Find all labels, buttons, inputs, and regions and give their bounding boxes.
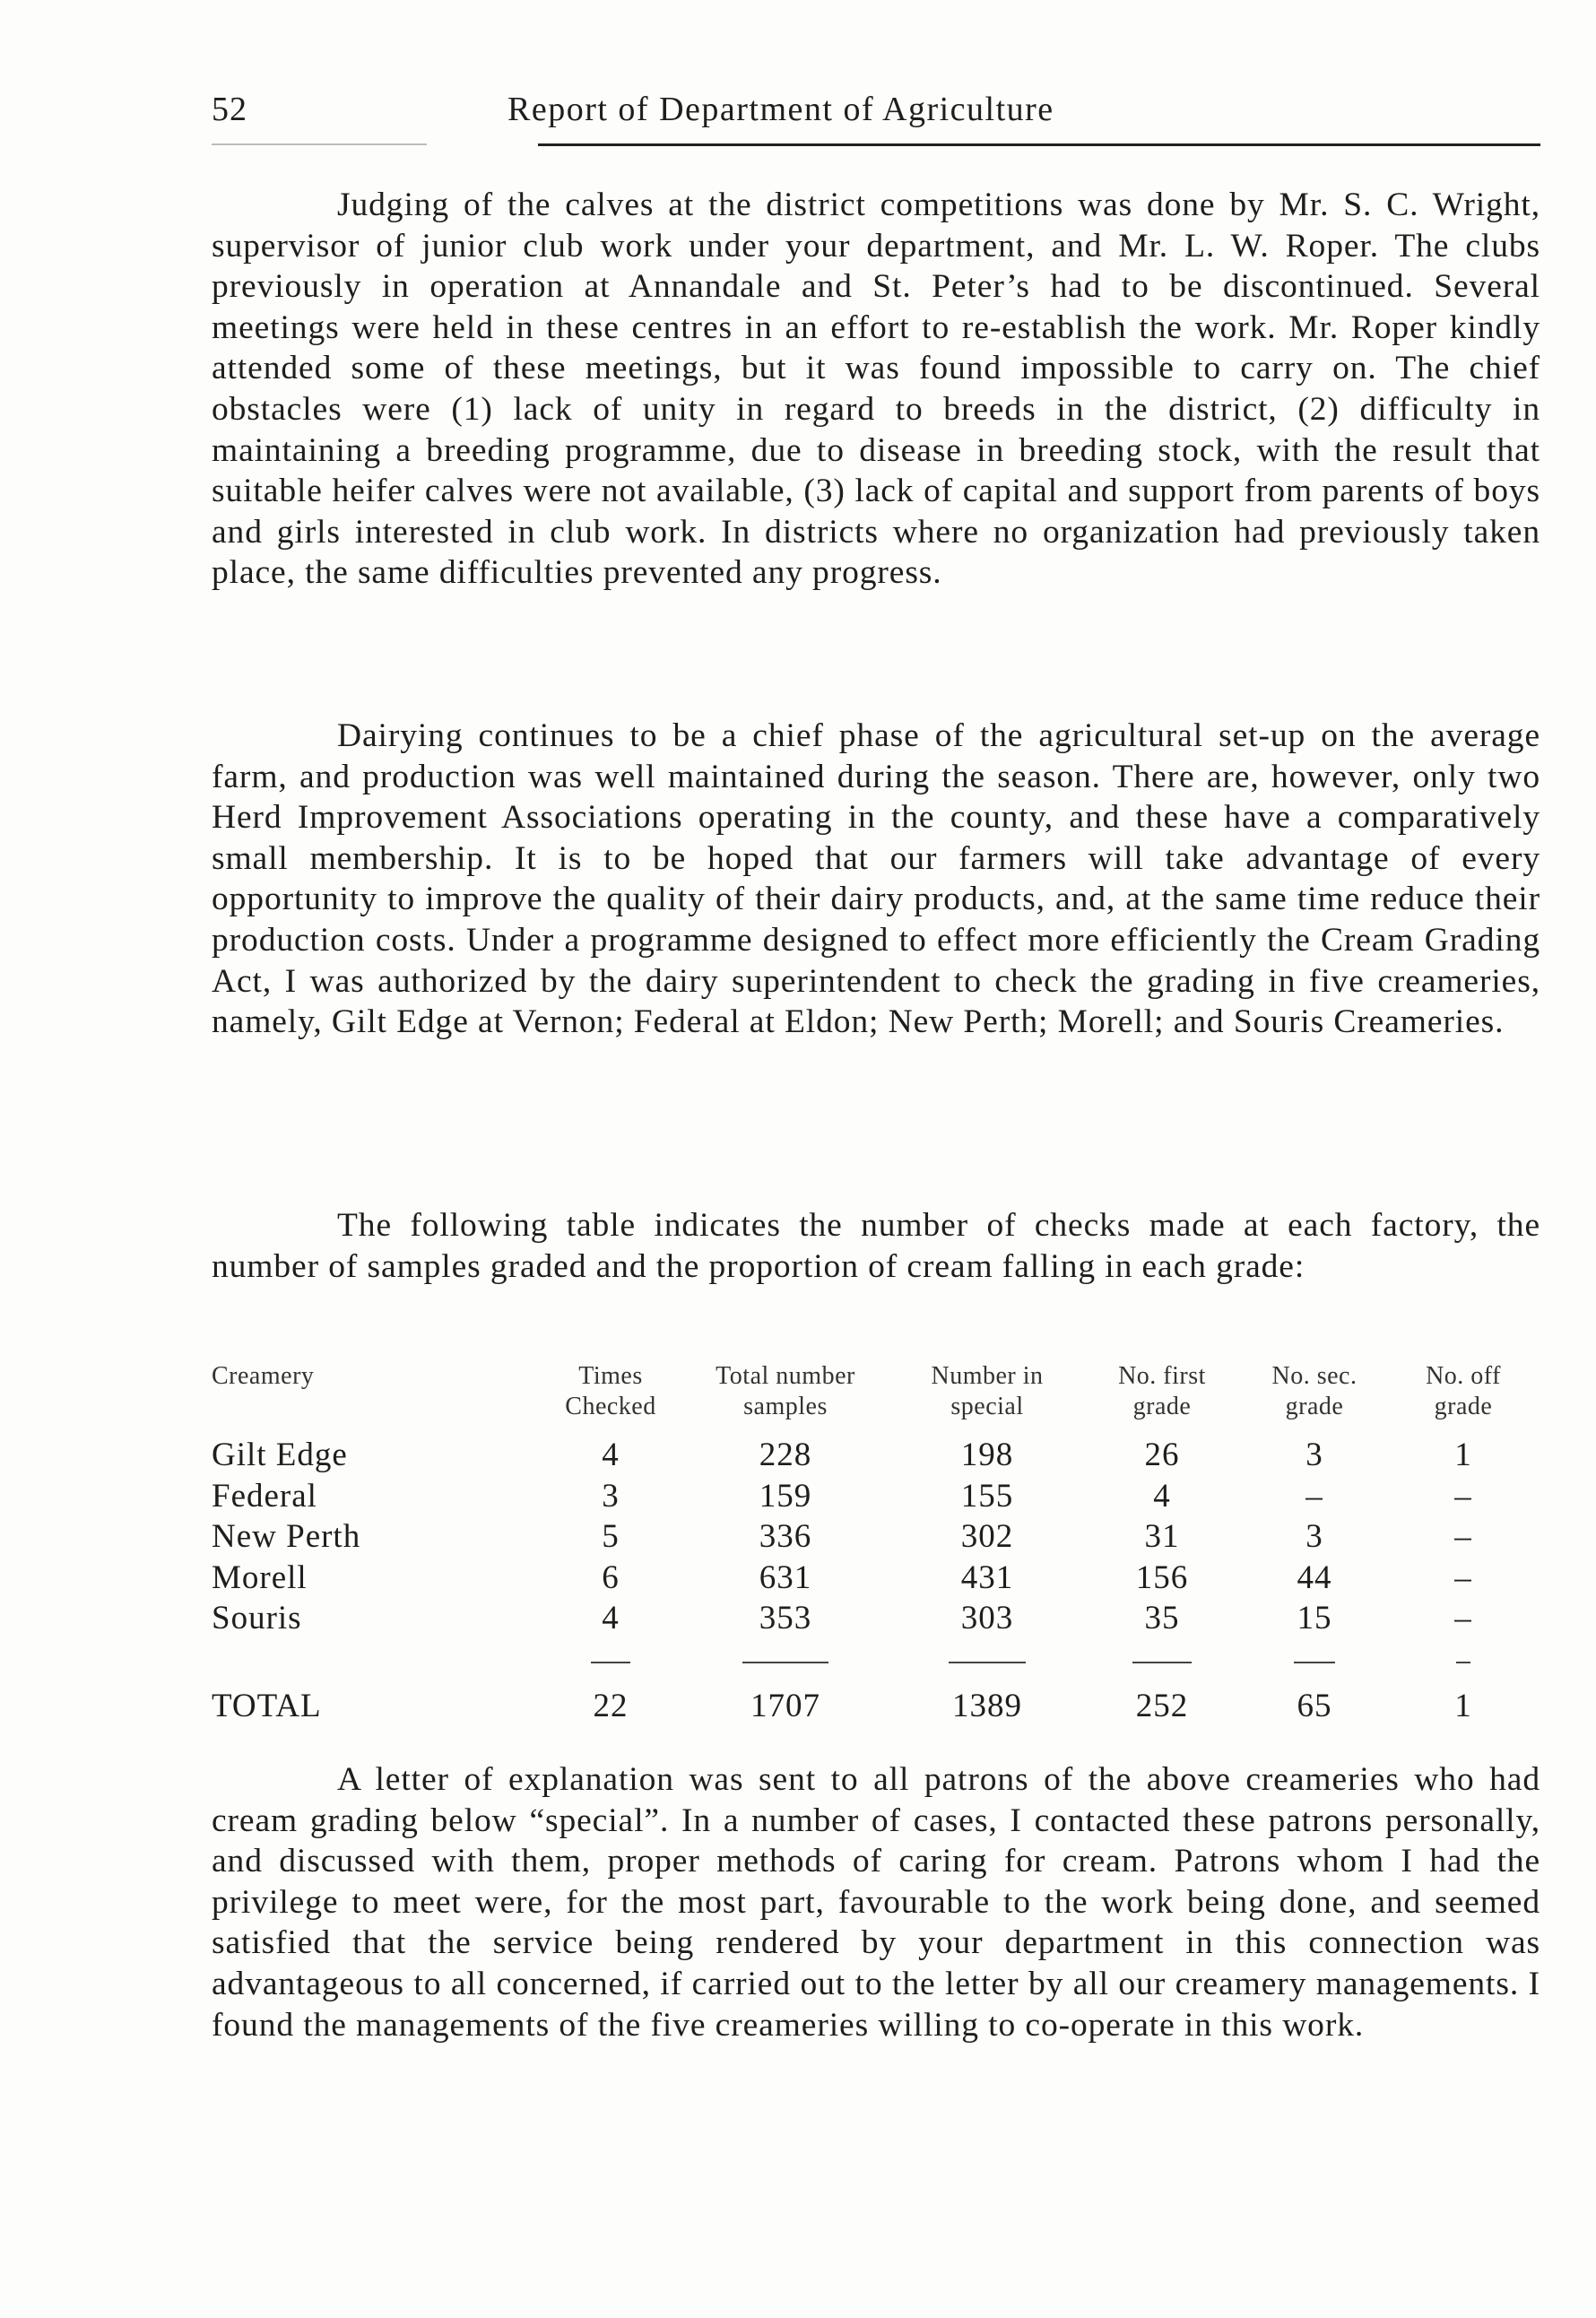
total-special: 1389 — [952, 1687, 1022, 1724]
creamery-table-wrapper — [212, 1361, 1540, 1726]
times-checked: 4 — [602, 1437, 620, 1473]
sum-rule — [1456, 1662, 1470, 1663]
first-grade: 35 — [1144, 1600, 1180, 1636]
table-row — [212, 1558, 1540, 1599]
paragraph-table-intro: The following table indicates the number of checks made at each factory, the number of samples graded and the proportion of cream falling in each grade: — [212, 1207, 1540, 1285]
column-header-number-special: Number in special — [931, 1362, 1044, 1420]
number-special: 303 — [960, 1600, 1014, 1636]
total-separator-row — [212, 1639, 1540, 1682]
sum-rule — [591, 1662, 630, 1663]
first-grade: 156 — [1135, 1558, 1189, 1596]
sum-rule — [1132, 1662, 1192, 1663]
number-special: 302 — [960, 1518, 1014, 1555]
total-times-checked: 22 — [593, 1687, 629, 1724]
off-grade: – — [1454, 1600, 1472, 1636]
column-header-second-grade: No. sec. grade — [1271, 1362, 1357, 1420]
number-special: 198 — [960, 1437, 1014, 1473]
table-row — [212, 1516, 1540, 1558]
second-grade: 15 — [1297, 1600, 1332, 1636]
times-checked: 4 — [602, 1600, 620, 1636]
total-samples: 336 — [759, 1518, 812, 1555]
total-off-grade: 1 — [1454, 1687, 1472, 1724]
column-header-first-grade: No. first grade — [1118, 1362, 1206, 1420]
column-header-off-grade: No. off grade — [1426, 1362, 1501, 1420]
total-first-grade: 252 — [1135, 1687, 1189, 1724]
running-head: Report of Department of Agriculture — [507, 91, 1054, 128]
total-samples: 631 — [759, 1558, 812, 1596]
second-grade: 3 — [1305, 1518, 1323, 1555]
creamery-name: Morell — [212, 1558, 308, 1596]
creamery-name: New Perth — [212, 1518, 361, 1555]
first-grade: 26 — [1144, 1437, 1180, 1473]
page-header — [212, 90, 1540, 135]
creamery-table — [212, 1361, 1540, 1726]
sum-rule — [742, 1662, 828, 1663]
table-row — [212, 1435, 1540, 1476]
creamery-name: Souris — [212, 1600, 302, 1636]
header-rule — [538, 143, 1540, 146]
sum-rule — [949, 1662, 1026, 1663]
table-row — [212, 1598, 1540, 1639]
second-grade: – — [1305, 1477, 1323, 1515]
creamery-name: Gilt Edge — [212, 1437, 348, 1473]
off-grade: – — [1454, 1558, 1472, 1596]
page-number: 52 — [212, 91, 247, 128]
total-samples-sum: 1707 — [750, 1687, 820, 1724]
table-row — [212, 1476, 1540, 1517]
times-checked: 6 — [602, 1558, 620, 1596]
times-checked: 3 — [602, 1477, 620, 1515]
total-samples: 353 — [759, 1600, 812, 1636]
first-grade: 31 — [1144, 1518, 1180, 1555]
number-special: 155 — [960, 1477, 1014, 1515]
total-samples: 228 — [759, 1437, 812, 1473]
off-grade: – — [1454, 1477, 1472, 1515]
times-checked: 5 — [602, 1518, 620, 1555]
off-grade: 1 — [1454, 1437, 1472, 1473]
number-special: 431 — [960, 1558, 1014, 1596]
paragraph-letter: A letter of explanation was sent to all patrons of the above creameries who had cream grading below “special”. In a number of cases, I contacted these patrons personally, and discussed with them, proper methods of caring for cream. Patrons whom I had the privilege to meet were, for the most part, favourable to the work being done, and seemed satisfied that the service being rendered by your department in this connection was advantageous to all concerned, if carried out to the letter by all our creamery managements. I found the managements of the five creameries willing to co-operate in this work. — [212, 1761, 1540, 2044]
total-second-grade: 65 — [1297, 1687, 1332, 1724]
total-label: TOTAL — [212, 1687, 322, 1724]
total-row — [212, 1682, 1540, 1727]
table-header-row — [212, 1361, 1540, 1435]
second-grade: 3 — [1305, 1437, 1323, 1473]
header-rule-left — [212, 143, 427, 145]
second-grade: 44 — [1297, 1558, 1332, 1596]
first-grade: 4 — [1153, 1477, 1171, 1515]
total-samples: 159 — [759, 1477, 812, 1515]
paragraph-dairying: Dairying continues to be a chief phase of the agricultural set-up on the average farm, and production was well maintained during the season. There are, however, only two Herd Improvement Associations operating in the county, and these have a comparatively small membership. It is to be hoped that our farmers will take advantage of every opportunity to improve the quality of their dairy products, and, at the same time reduce their production costs. Under a programme designed to effect more efficiently the Cream Grading Act, I was authorized by the dairy superintendent to check the grading in five creameries, namely, Gilt Edge at Vernon; Federal at Eldon; New Perth; Morell; and Souris Creameries. — [212, 717, 1540, 1041]
column-header-creamery: Creamery — [212, 1362, 315, 1390]
paragraph-judging: Judging of the calves at the district competitions was done by Mr. S. C. Wright, supervisor of junior club work under your department, and Mr. L. W. Roper. The clubs previously in operation at Annandale and St. Peter’s had to be discontinued. Several meetings were held in these centres in an effort to re-establish the work. Mr. Roper kindly attended some of these meetings, but it was found impossible to carry on. The chief obstacles were (1) lack of unity in regard to breeds in the district, (2) difficulty in maintaining a breeding programme, due to disease in breeding stock, with the result that suitable heifer calves were not available, (3) lack of capital and support from parents of boys and girls interested in club work. In districts where no organization had previously taken place, the same difficulties prevented any progress. — [212, 187, 1540, 592]
column-header-times-checked: Times Checked — [565, 1362, 656, 1420]
off-grade: – — [1454, 1518, 1472, 1555]
creamery-name: Federal — [212, 1477, 317, 1515]
column-header-total-samples: Total number samples — [716, 1362, 855, 1420]
sum-rule — [1294, 1662, 1335, 1663]
